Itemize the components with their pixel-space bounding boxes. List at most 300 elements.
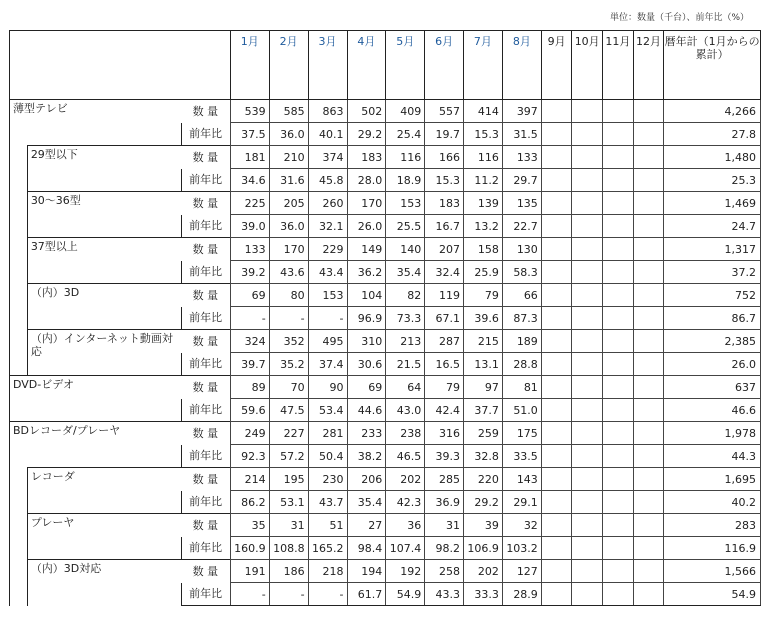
empty-cell — [541, 537, 572, 560]
yoy-label: 前年比 — [181, 123, 230, 146]
month-header: 10月 — [572, 31, 603, 100]
quantity-cell: 139 — [463, 192, 502, 215]
empty-cell — [633, 376, 664, 399]
yoy-cell: 67.1 — [425, 307, 464, 330]
yoy-total-cell: 26.0 — [664, 353, 761, 376]
yoy-cell: - — [269, 583, 308, 606]
quantity-cell: 80 — [269, 284, 308, 307]
yoy-cell: 32.8 — [463, 445, 502, 468]
yoy-cell: 103.2 — [502, 537, 541, 560]
yoy-cell: 33.5 — [502, 445, 541, 468]
quantity-total-cell: 1,469 — [664, 192, 761, 215]
quantity-cell: 181 — [230, 146, 269, 169]
quantity-cell: 206 — [347, 468, 386, 491]
yoy-cell: 106.9 — [463, 537, 502, 560]
empty-cell — [633, 146, 664, 169]
quantity-cell: 116 — [463, 146, 502, 169]
yoy-cell: 37.4 — [308, 353, 347, 376]
empty-cell — [572, 123, 603, 146]
empty-cell — [633, 514, 664, 537]
empty-cell — [633, 261, 664, 284]
quantity-cell: 287 — [425, 330, 464, 353]
yoy-cell: 29.1 — [502, 491, 541, 514]
table-row — [10, 560, 761, 583]
yoy-cell: 35.2 — [269, 353, 308, 376]
quantity-cell: 194 — [347, 560, 386, 583]
quantity-label: 数 量 — [181, 330, 230, 353]
yoy-cell: 34.6 — [230, 169, 269, 192]
yoy-cell: - — [308, 307, 347, 330]
indent-spacer — [10, 514, 28, 560]
quantity-cell: 175 — [502, 422, 541, 445]
empty-cell — [603, 376, 634, 399]
quantity-label: 数 量 — [181, 422, 230, 445]
yoy-cell: 37.5 — [230, 123, 269, 146]
empty-cell — [603, 123, 634, 146]
quantity-label: 数 量 — [181, 100, 230, 123]
yoy-cell: 44.6 — [347, 399, 386, 422]
quantity-cell: 324 — [230, 330, 269, 353]
empty-cell — [603, 307, 634, 330]
yoy-total-cell: 24.7 — [664, 215, 761, 238]
quantity-cell: 79 — [425, 376, 464, 399]
empty-cell — [633, 169, 664, 192]
quantity-total-cell: 283 — [664, 514, 761, 537]
quantity-cell: 104 — [347, 284, 386, 307]
yoy-cell: 43.4 — [308, 261, 347, 284]
quantity-cell: 192 — [386, 560, 425, 583]
table-row — [10, 238, 761, 261]
empty-cell — [541, 560, 572, 583]
empty-cell — [541, 422, 572, 445]
quantity-total-cell: 2,385 — [664, 330, 761, 353]
quantity-cell: 51 — [308, 514, 347, 537]
empty-cell — [603, 583, 634, 606]
quantity-cell: 31 — [425, 514, 464, 537]
empty-cell — [541, 192, 572, 215]
month-header: 1月 — [230, 31, 269, 100]
quantity-cell: 230 — [308, 468, 347, 491]
empty-cell — [541, 215, 572, 238]
yoy-cell: 19.7 — [425, 123, 464, 146]
empty-cell — [603, 491, 634, 514]
quantity-cell: 66 — [502, 284, 541, 307]
yoy-cell: 35.4 — [347, 491, 386, 514]
yoy-cell: 108.8 — [269, 537, 308, 560]
empty-cell — [541, 583, 572, 606]
quantity-cell: 215 — [463, 330, 502, 353]
yoy-cell: 98.4 — [347, 537, 386, 560]
empty-cell — [633, 284, 664, 307]
quantity-total-cell: 1,317 — [664, 238, 761, 261]
yoy-cell: 160.9 — [230, 537, 269, 560]
quantity-label: 数 量 — [181, 238, 230, 261]
quantity-cell: 153 — [308, 284, 347, 307]
quantity-cell: 205 — [269, 192, 308, 215]
yoy-cell: 43.0 — [386, 399, 425, 422]
quantity-cell: 143 — [502, 468, 541, 491]
yoy-cell: 57.2 — [269, 445, 308, 468]
empty-cell — [541, 491, 572, 514]
quantity-cell: 119 — [425, 284, 464, 307]
yoy-cell: 40.1 — [308, 123, 347, 146]
empty-cell — [603, 100, 634, 123]
month-header: 9月 — [541, 31, 572, 100]
category-label: 薄型テレビ — [10, 100, 182, 146]
quantity-cell: 495 — [308, 330, 347, 353]
quantity-cell: 352 — [269, 330, 308, 353]
empty-cell — [541, 146, 572, 169]
total-header: 暦年計（1月からの累計） — [664, 31, 761, 100]
yoy-total-cell: 54.9 — [664, 583, 761, 606]
table-row — [10, 376, 761, 399]
quantity-cell: 166 — [425, 146, 464, 169]
quantity-cell: 281 — [308, 422, 347, 445]
quantity-cell: 414 — [463, 100, 502, 123]
yoy-cell: 42.3 — [386, 491, 425, 514]
empty-cell — [572, 491, 603, 514]
indent-spacer — [10, 330, 28, 376]
quantity-cell: 32 — [502, 514, 541, 537]
quantity-cell: 36 — [386, 514, 425, 537]
quantity-total-cell: 1,566 — [664, 560, 761, 583]
yoy-cell: - — [269, 307, 308, 330]
yoy-cell: - — [230, 583, 269, 606]
empty-cell — [572, 422, 603, 445]
empty-cell — [572, 100, 603, 123]
empty-cell — [541, 330, 572, 353]
quantity-cell: 27 — [347, 514, 386, 537]
yoy-label: 前年比 — [181, 261, 230, 284]
yoy-cell: 22.7 — [502, 215, 541, 238]
empty-cell — [572, 330, 603, 353]
quantity-cell: 259 — [463, 422, 502, 445]
category-label: 30～36型 — [27, 192, 181, 238]
quantity-cell: 81 — [502, 376, 541, 399]
quantity-cell: 285 — [425, 468, 464, 491]
category-label: （内）インターネット動画対応 — [27, 330, 181, 376]
table-row — [10, 330, 761, 353]
empty-cell — [633, 422, 664, 445]
yoy-cell: 165.2 — [308, 537, 347, 560]
quantity-cell: 249 — [230, 422, 269, 445]
indent-spacer — [10, 284, 28, 330]
empty-cell — [572, 215, 603, 238]
yoy-cell: 33.3 — [463, 583, 502, 606]
empty-cell — [633, 583, 664, 606]
empty-cell — [572, 307, 603, 330]
quantity-cell: 158 — [463, 238, 502, 261]
table-row — [10, 468, 761, 491]
yoy-cell: 47.5 — [269, 399, 308, 422]
category-label: 29型以下 — [27, 146, 181, 192]
quantity-cell: 202 — [463, 560, 502, 583]
empty-cell — [633, 491, 664, 514]
empty-cell — [572, 192, 603, 215]
yoy-cell: 96.9 — [347, 307, 386, 330]
quantity-cell: 116 — [386, 146, 425, 169]
empty-cell — [541, 100, 572, 123]
quantity-cell: 409 — [386, 100, 425, 123]
category-label: レコーダ — [27, 468, 181, 514]
indent-spacer — [10, 560, 28, 606]
quantity-total-cell: 1,480 — [664, 146, 761, 169]
category-label: （内）3D対応 — [27, 560, 181, 606]
empty-cell — [541, 284, 572, 307]
quantity-cell: 374 — [308, 146, 347, 169]
quantity-cell: 183 — [347, 146, 386, 169]
indent-spacer — [10, 238, 28, 284]
empty-cell — [603, 215, 634, 238]
quantity-cell: 585 — [269, 100, 308, 123]
table-row — [10, 100, 761, 123]
yoy-cell: 28.9 — [502, 583, 541, 606]
empty-cell — [633, 100, 664, 123]
yoy-cell: 73.3 — [386, 307, 425, 330]
yoy-label: 前年比 — [181, 583, 230, 606]
yoy-cell: 36.9 — [425, 491, 464, 514]
yoy-cell: 11.2 — [463, 169, 502, 192]
yoy-cell: 39.0 — [230, 215, 269, 238]
yoy-label: 前年比 — [181, 445, 230, 468]
quantity-label: 数 量 — [181, 192, 230, 215]
yoy-cell: 61.7 — [347, 583, 386, 606]
yoy-label: 前年比 — [181, 215, 230, 238]
empty-cell — [572, 353, 603, 376]
yoy-cell: 26.0 — [347, 215, 386, 238]
yoy-cell: 31.5 — [502, 123, 541, 146]
table-row — [10, 422, 761, 445]
empty-cell — [633, 353, 664, 376]
empty-cell — [633, 537, 664, 560]
empty-cell — [572, 169, 603, 192]
empty-cell — [572, 583, 603, 606]
yoy-cell: 21.5 — [386, 353, 425, 376]
empty-cell — [633, 560, 664, 583]
empty-cell — [603, 146, 634, 169]
quantity-label: 数 量 — [181, 146, 230, 169]
yoy-cell: 87.3 — [502, 307, 541, 330]
yoy-cell: 45.8 — [308, 169, 347, 192]
yoy-cell: 29.2 — [347, 123, 386, 146]
quantity-cell: 153 — [386, 192, 425, 215]
empty-cell — [541, 468, 572, 491]
quantity-cell: 258 — [425, 560, 464, 583]
empty-cell — [603, 192, 634, 215]
yoy-cell: 25.5 — [386, 215, 425, 238]
yoy-cell: 53.1 — [269, 491, 308, 514]
quantity-label: 数 量 — [181, 376, 230, 399]
empty-cell — [603, 445, 634, 468]
quantity-cell: 189 — [502, 330, 541, 353]
quantity-cell: 90 — [308, 376, 347, 399]
empty-cell — [603, 537, 634, 560]
yoy-cell: 28.0 — [347, 169, 386, 192]
quantity-cell: 863 — [308, 100, 347, 123]
yoy-cell: 16.7 — [425, 215, 464, 238]
empty-cell — [603, 353, 634, 376]
month-header: 4月 — [347, 31, 386, 100]
yoy-total-cell: 44.3 — [664, 445, 761, 468]
yoy-cell: 43.6 — [269, 261, 308, 284]
quantity-cell: 127 — [502, 560, 541, 583]
empty-cell — [633, 330, 664, 353]
empty-cell — [633, 399, 664, 422]
yoy-label: 前年比 — [181, 491, 230, 514]
yoy-cell: 35.4 — [386, 261, 425, 284]
empty-cell — [572, 560, 603, 583]
shipment-table — [9, 30, 761, 606]
yoy-cell: 43.3 — [425, 583, 464, 606]
empty-cell — [633, 215, 664, 238]
yoy-total-cell: 46.6 — [664, 399, 761, 422]
quantity-cell: 207 — [425, 238, 464, 261]
yoy-cell: 54.9 — [386, 583, 425, 606]
table-row — [10, 284, 761, 307]
yoy-cell: 30.6 — [347, 353, 386, 376]
month-header: 5月 — [386, 31, 425, 100]
quantity-total-cell: 1,695 — [664, 468, 761, 491]
empty-cell — [541, 307, 572, 330]
yoy-cell: 25.9 — [463, 261, 502, 284]
empty-cell — [541, 169, 572, 192]
indent-spacer — [10, 146, 28, 192]
quantity-cell: 233 — [347, 422, 386, 445]
empty-cell — [572, 376, 603, 399]
empty-cell — [603, 399, 634, 422]
yoy-total-cell: 116.9 — [664, 537, 761, 560]
yoy-total-cell: 86.7 — [664, 307, 761, 330]
quantity-cell: 191 — [230, 560, 269, 583]
quantity-cell: 79 — [463, 284, 502, 307]
table-row — [10, 514, 761, 537]
yoy-cell: 53.4 — [308, 399, 347, 422]
empty-cell — [572, 261, 603, 284]
yoy-cell: 31.6 — [269, 169, 308, 192]
yoy-cell: 15.3 — [463, 123, 502, 146]
quantity-cell: 70 — [269, 376, 308, 399]
quantity-label: 数 量 — [181, 468, 230, 491]
quantity-label: 数 量 — [181, 284, 230, 307]
yoy-cell: 13.1 — [463, 353, 502, 376]
quantity-total-cell: 4,266 — [664, 100, 761, 123]
month-header: 6月 — [425, 31, 464, 100]
yoy-cell: 43.7 — [308, 491, 347, 514]
table-row — [10, 146, 761, 169]
empty-cell — [603, 169, 634, 192]
empty-cell — [541, 399, 572, 422]
empty-cell — [603, 238, 634, 261]
quantity-cell: 133 — [230, 238, 269, 261]
quantity-cell: 260 — [308, 192, 347, 215]
empty-cell — [633, 238, 664, 261]
empty-cell — [603, 261, 634, 284]
empty-cell — [633, 445, 664, 468]
indent-spacer — [10, 192, 28, 238]
empty-cell — [633, 307, 664, 330]
quantity-cell: 133 — [502, 146, 541, 169]
quantity-total-cell: 1,978 — [664, 422, 761, 445]
table-row — [10, 192, 761, 215]
yoy-cell: 39.6 — [463, 307, 502, 330]
quantity-cell: 69 — [347, 376, 386, 399]
empty-cell — [541, 353, 572, 376]
quantity-cell: 238 — [386, 422, 425, 445]
indent-spacer — [10, 468, 28, 514]
empty-cell — [572, 445, 603, 468]
empty-cell — [541, 514, 572, 537]
quantity-label: 数 量 — [181, 560, 230, 583]
month-header: 11月 — [603, 31, 634, 100]
unit-note: 単位：数量（千台）、前年比（%） — [609, 13, 749, 23]
month-header: 2月 — [269, 31, 308, 100]
yoy-cell: - — [308, 583, 347, 606]
yoy-cell: 15.3 — [425, 169, 464, 192]
yoy-cell: - — [230, 307, 269, 330]
empty-cell — [603, 468, 634, 491]
quantity-cell: 69 — [230, 284, 269, 307]
category-label: DVD-ビデオ — [10, 376, 182, 422]
yoy-cell: 39.2 — [230, 261, 269, 284]
empty-cell — [572, 514, 603, 537]
yoy-cell: 29.2 — [463, 491, 502, 514]
quantity-cell: 31 — [269, 514, 308, 537]
quantity-cell: 316 — [425, 422, 464, 445]
yoy-cell: 36.2 — [347, 261, 386, 284]
yoy-cell: 32.1 — [308, 215, 347, 238]
yoy-cell: 36.0 — [269, 215, 308, 238]
category-label: （内）3D — [27, 284, 181, 330]
yoy-cell: 39.3 — [425, 445, 464, 468]
quantity-cell: 89 — [230, 376, 269, 399]
empty-cell — [603, 422, 634, 445]
yoy-label: 前年比 — [181, 537, 230, 560]
quantity-cell: 213 — [386, 330, 425, 353]
yoy-cell: 58.3 — [502, 261, 541, 284]
quantity-label: 数 量 — [181, 514, 230, 537]
yoy-cell: 98.2 — [425, 537, 464, 560]
quantity-cell: 397 — [502, 100, 541, 123]
yoy-cell: 50.4 — [308, 445, 347, 468]
quantity-cell: 149 — [347, 238, 386, 261]
category-label: プレーヤ — [27, 514, 181, 560]
quantity-cell: 135 — [502, 192, 541, 215]
quantity-cell: 64 — [386, 376, 425, 399]
yoy-cell: 92.3 — [230, 445, 269, 468]
yoy-cell: 18.9 — [386, 169, 425, 192]
empty-cell — [572, 146, 603, 169]
empty-cell — [572, 238, 603, 261]
yoy-cell: 28.8 — [502, 353, 541, 376]
empty-cell — [572, 537, 603, 560]
yoy-cell: 16.5 — [425, 353, 464, 376]
quantity-cell: 39 — [463, 514, 502, 537]
quantity-cell: 170 — [269, 238, 308, 261]
yoy-cell: 37.7 — [463, 399, 502, 422]
empty-cell — [633, 468, 664, 491]
yoy-cell: 25.4 — [386, 123, 425, 146]
empty-cell — [541, 261, 572, 284]
quantity-cell: 183 — [425, 192, 464, 215]
quantity-cell: 214 — [230, 468, 269, 491]
yoy-label: 前年比 — [181, 169, 230, 192]
empty-cell — [603, 284, 634, 307]
quantity-cell: 195 — [269, 468, 308, 491]
empty-cell — [541, 238, 572, 261]
quantity-cell: 218 — [308, 560, 347, 583]
yoy-total-cell: 25.3 — [664, 169, 761, 192]
quantity-cell: 227 — [269, 422, 308, 445]
